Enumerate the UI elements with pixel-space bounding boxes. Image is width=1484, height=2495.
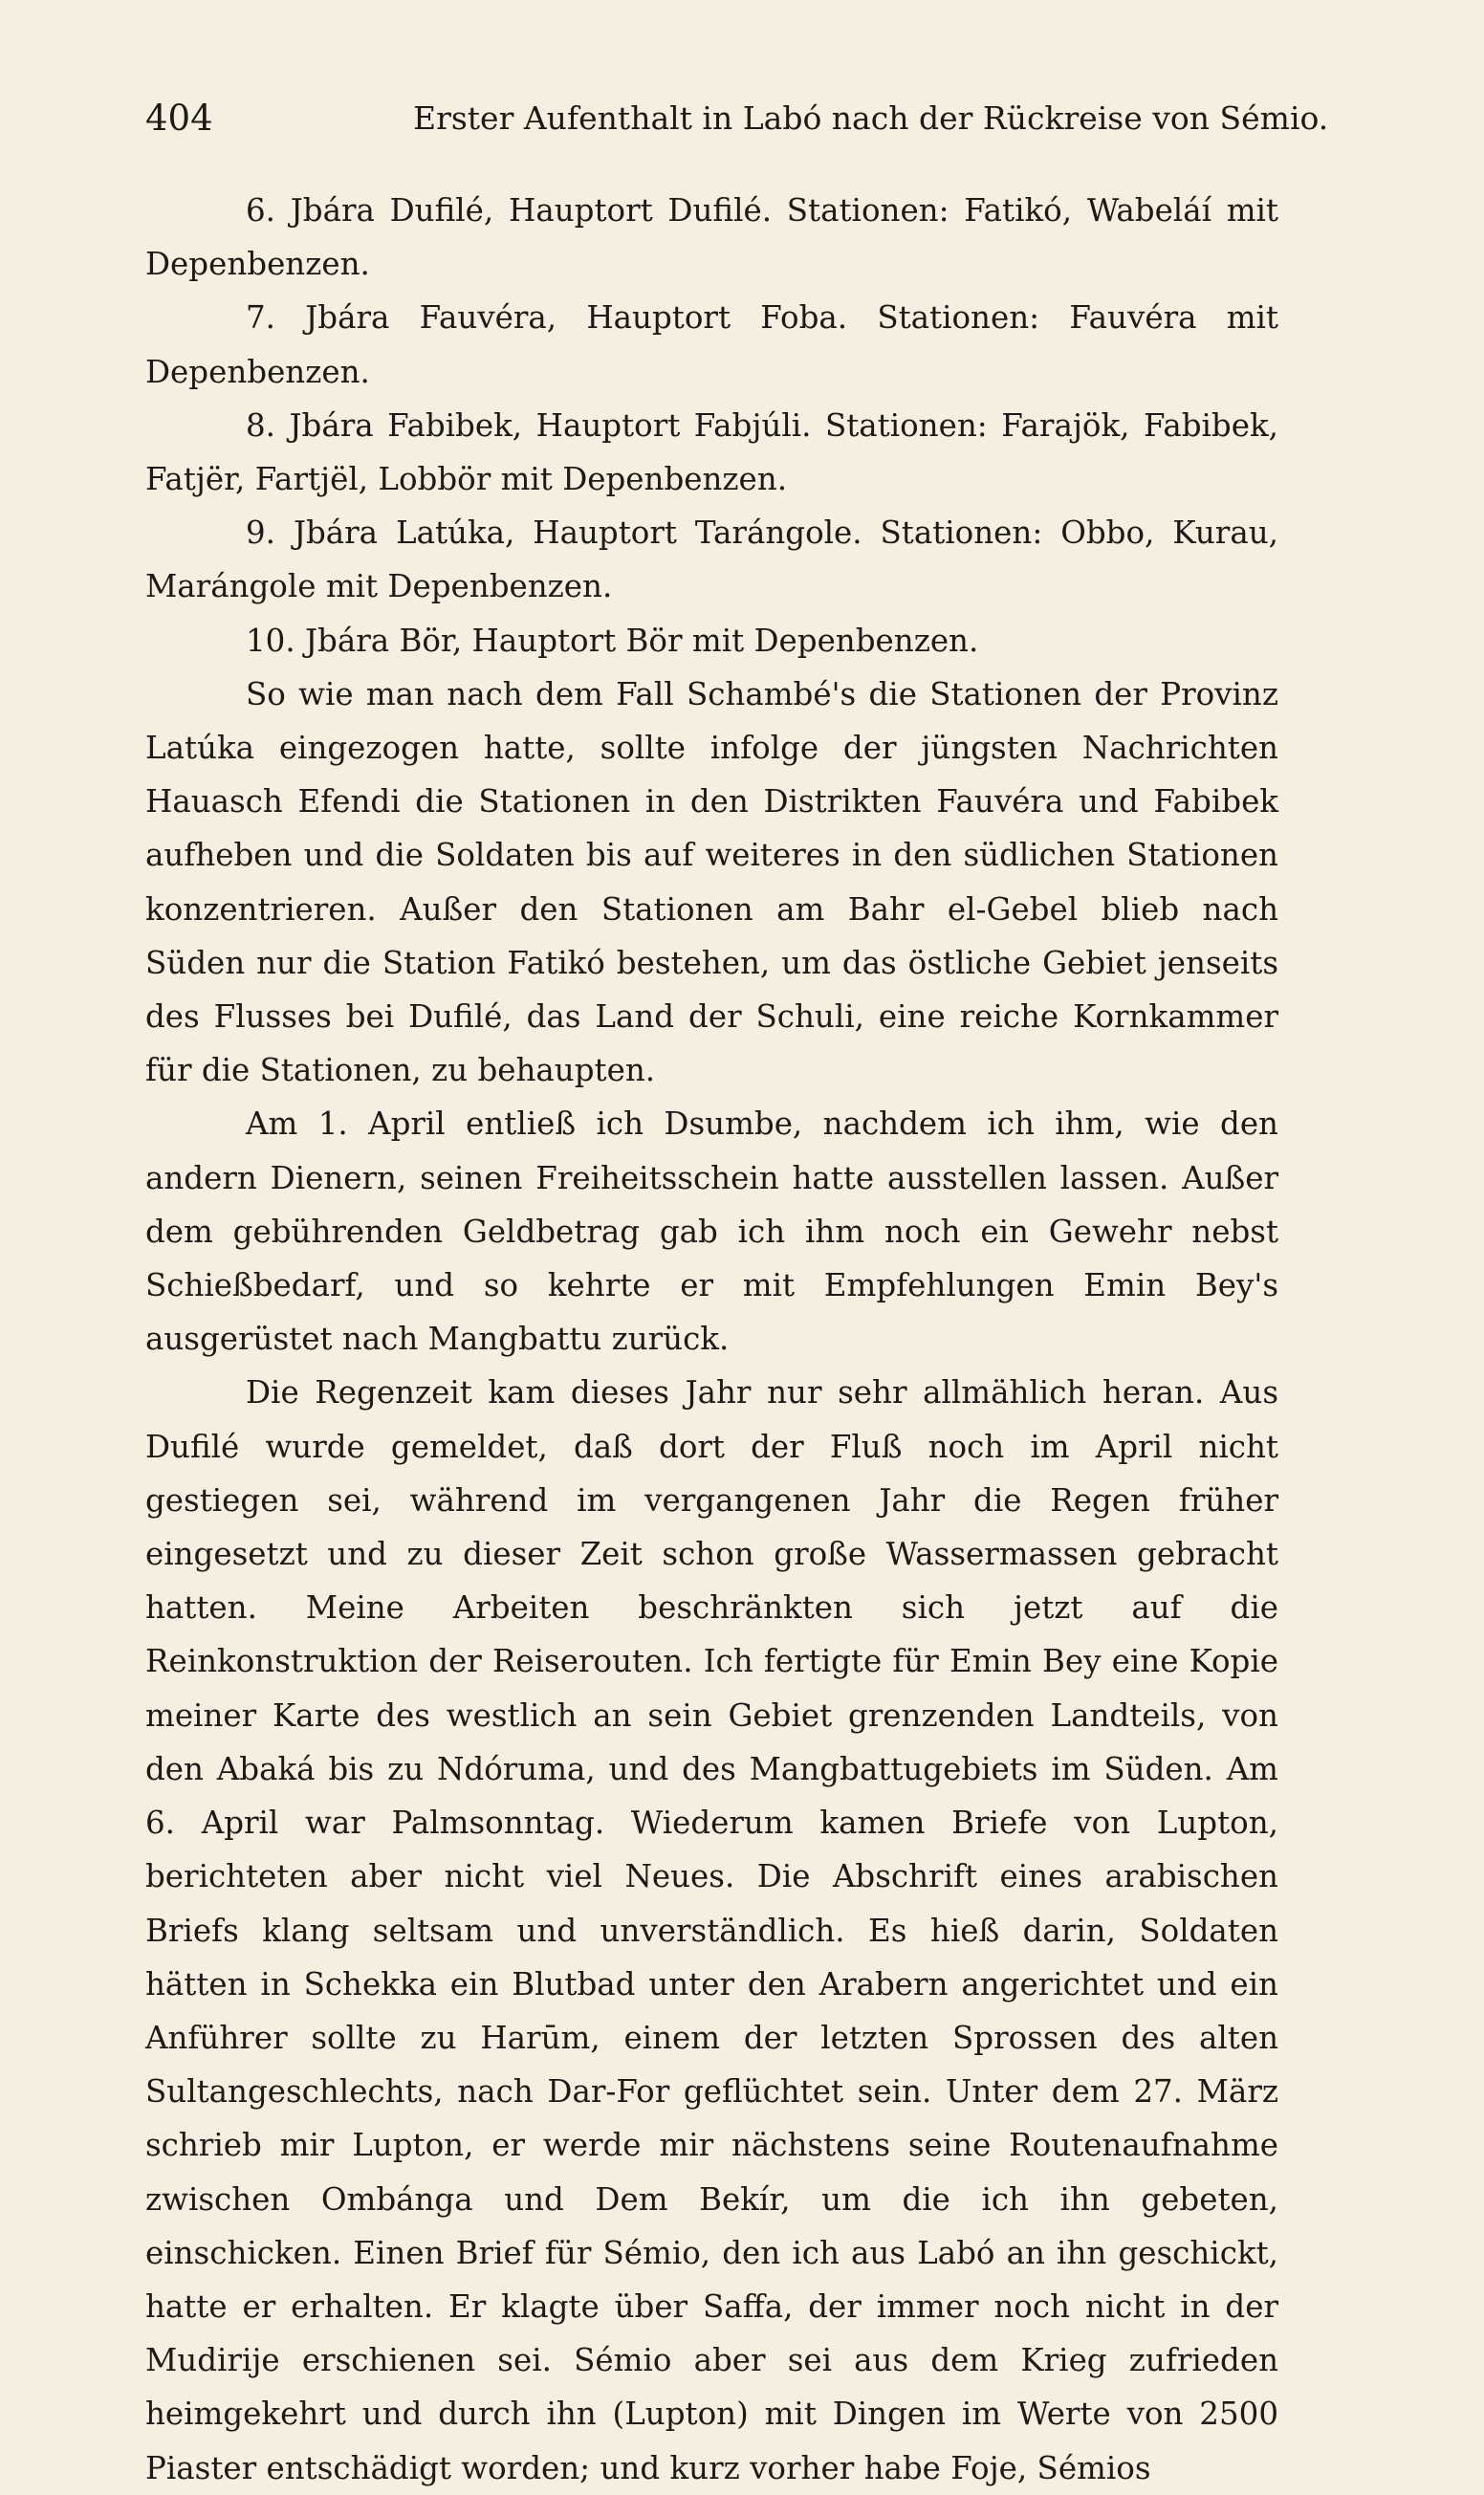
running-head: Erster Aufenthalt in Labó nach der Rückreise von Sémio. [413,99,1329,137]
paragraph-stations: So wie man nach dem Fall Schambé's die Stationen der Provinz Latúka eingezogen hatte, sollte infolge der jüngsten Nachrichten Hauasch Efendi die Stationen in den Distrikten Fauvéra und Fabibek aufheben und die Soldaten bis auf weiteres in den südlichen Stationen konzentrieren. Außer den Stationen am Bahr el-Gebel blieb nach Süden nur die Station Fatikó bestehen, um das östliche Gebiet jenseits des Flusses bei Dufilé, das Land der Schuli, eine reiche Kornkammer für die Stationen, zu behaupten. [145,675,1278,1089]
paragraph-rainy-season: Die Regenzeit kam dieses Jahr nur sehr allmählich heran. Aus Dufilé wurde gemeldet, daß dort der Fluß noch im April nicht gestiegen sei, während im vergangenen Jahr die Regen früher eingesetzt und zu dieser Zeit schon große Wassermassen gebracht hatten. Meine Arbeiten beschränkten sich jetzt auf die Reinkonstruktion der Reiserouten. Ich fertigte für Emin Bey eine Kopie meiner Karte des westlich an sein Gebiet grenzenden Landteils, von den Abaká bis zu Ndóruma, und des Mangbattugebiets im Süden. Am 6. April war Palmsonntag. Wiederum kamen Briefe von Lupton, berichteten aber nicht viel Neues. Die Abschrift eines arabischen Briefs klang seltsam und unverständlich. Es hieß darin, Soldaten hätten in Schekka ein Blutbad unter den Arabern angerichtet und ein Anführer sollte zu Harūm, einem der letzten Sprossen des alten Sultangeschlechts, nach Dar-For geflüchtet sein. Unter dem 27. März schrieb mir Lupton, er werde mir nächstens seine Routenaufnahme zwischen Ombánga und Dem Bekír, um die ich ihn gebeten, einschicken. Einen Brief für Sémio, den ich aus Labó an ihn geschickt, hatte er erhalten. Er klagte über Saffa, der immer noch nicht in der Mudirije erschienen sei. Sémio aber sei aus dem Krieg zufrieden heimgekehrt und durch ihn (Lupton) mit Dingen im Werte von 2500 Piaster entschädigt worden; und kurz vorher habe Foje, Sémios [145,1374,1278,2486]
list-item-8: 8. Jbára Fabibek, Hauptort Fabjúli. Stationen: Farajök, Fabibek, Fatjër, Fartjël, Lobbör mit Depenbenzen. [145,406,1278,498]
list-item-10: 10. Jbára Bör, Hauptort Bör mit Depenbenzen. [246,622,979,659]
list-item-7: 7. Jbára Fauvéra, Hauptort Foba. Stationen: Fauvéra mit Depenbenzen. [145,299,1278,390]
page-header [145,92,1329,145]
list-item-6: 6. Jbára Dufilé, Hauptort Dufilé. Stationen: Fatikó, Wabeláí mit Depenbenzen. [145,192,1278,283]
list-item-9: 9. Jbára Latúka, Hauptort Tarángole. Stationen: Obbo, Kurau, Marángole mit Depenbenzen. [145,514,1278,605]
page-number: 404 [145,98,213,139]
body-text [145,184,1278,2495]
paragraph-dsumbe: Am 1. April entließ ich Dsumbe, nachdem ich ihm, wie den andern Dienern, seinen Freiheitsschein hatte ausstellen lassen. Außer dem gebührenden Geldbetrag gab ich ihm noch ein Gewehr nebst Schießbedarf, und so kehrte er mit Empfehlungen Emin Bey's ausgerüstet nach Mangbattu zurück. [145,1105,1278,1358]
